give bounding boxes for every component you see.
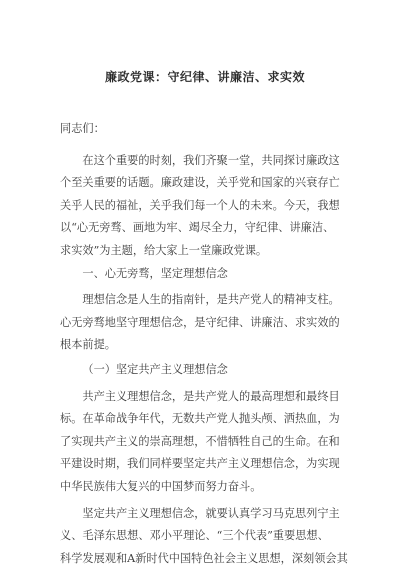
text-line: 标。在革命战争年代，无数共产党人抛头颅、洒热血，为: [60, 412, 340, 426]
text-line: 在这个重要的时刻，我们齐聚一堂，共同探讨廉政这: [82, 153, 340, 167]
text-line: （一）坚定共产主义理想信念: [82, 362, 228, 376]
section-heading: [60, 263, 356, 286]
text-line: 求实效”为主题，给大家上一堂廉政党课。: [60, 243, 268, 257]
paragraph-section-1: [60, 289, 356, 357]
text-line: 理想信念是人生的指南针，是共产党人的精神支柱。: [82, 293, 340, 307]
text-line: 了实现共产主义的崇高理想，不惜牺牲自己的生命。在和: [60, 434, 340, 448]
text-line: 中华民族伟大复兴的中国梦而努力奋斗。: [60, 479, 262, 493]
document-title: 廉政党课：守纪律、讲廉洁、求实效: [104, 70, 305, 84]
text-line: 科学发展观和A新时代中国特色社会主义思想，深刻领会其: [60, 551, 348, 565]
salutation: 同志们：: [60, 122, 105, 135]
text-line: 个至关重要的话题。廉政建设，关乎党和国家的兴衰存亡: [60, 176, 340, 190]
text-line: 义、毛泽东思想、邓小平理论、“三个代表”重要思想、: [60, 529, 329, 543]
text-line: 一、心无旁骛，坚定理想信念: [82, 266, 228, 280]
text-line: 根本前提。: [60, 338, 116, 352]
subsection-heading: [60, 359, 356, 382]
text-line: 坚定共产主义理想信念，就要认真学习马克思列宁主: [82, 506, 340, 520]
paragraph-subsection-1a: [60, 386, 356, 499]
paragraph-subsection-1b: [60, 503, 356, 571]
text-line: 心无旁骛地坚守理想信念，是守纪律、讲廉洁、求实效的: [60, 315, 340, 329]
text-line: 共产主义理想信念，是共产党人的最高理想和最终目: [82, 389, 340, 403]
text-line: 关乎人民的福祉，关乎我们每一个人的未来。今天，我想: [60, 198, 340, 212]
text-line: 以“心无旁骛、画地为牢、竭尽全力，守纪律、讲廉洁、: [60, 221, 335, 235]
document-body: [60, 118, 356, 570]
paragraph-intro: [60, 150, 356, 263]
text-line: 平建设时期，我们同样要坚定共产主义理想信念，为实现: [60, 457, 340, 471]
